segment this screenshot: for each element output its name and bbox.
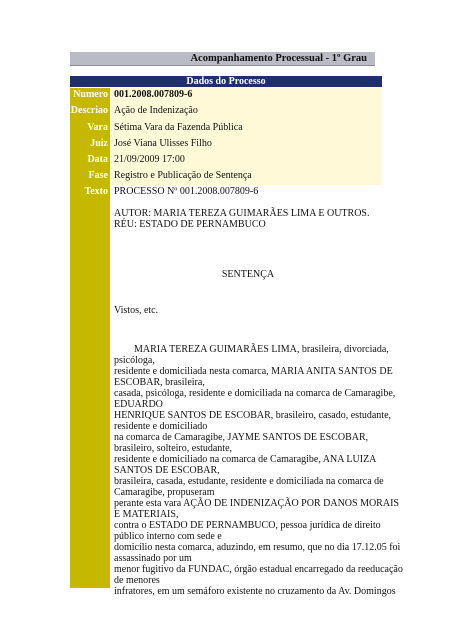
- field-label-numero: Numero: [73, 89, 108, 100]
- field-value-fase: Registro e Publicação de Sentença: [114, 170, 252, 181]
- reu-line: RÉU: ESTADO DE PERNAMBUCO: [114, 219, 266, 230]
- sentence-line: brasileira, casada, estudante, residente e domiciliada na comarca de: [114, 476, 384, 487]
- sentence-line: residente e domiciliado na comarca de Camaragibe, ANA LUIZA: [114, 454, 377, 465]
- sentence-lines: [114, 344, 403, 597]
- sentence-line: residente e domiciliado: [114, 421, 208, 432]
- sentence-line: de menores: [114, 575, 160, 586]
- sentence-line: MARIA TEREZA GUIMARÃES LIMA, brasileira, divorciada,: [114, 344, 389, 355]
- sentence-line: E MATERIAIS,: [114, 509, 179, 520]
- field-value-vara: Sétima Vara da Fazenda Pública: [114, 122, 243, 133]
- field-label-texto: Texto: [84, 186, 108, 197]
- field-label-data: Data: [87, 154, 108, 165]
- vistos-line: Vistos, etc.: [114, 305, 159, 316]
- sentence-line: contra o ESTADO DE PERNAMBUCO, pessoa jurídica de direito: [114, 520, 381, 531]
- sentence-line: infratores, em um semáforo existente no cruzamento da Av. Domingos: [114, 586, 396, 597]
- sentence-line: menor fugitivo da FUNDAC, órgão estadual encarregado da reeducação: [114, 564, 403, 575]
- field-label-descricao: Descriao: [70, 105, 108, 116]
- sentence-line: assassinado por um: [114, 553, 192, 564]
- field-value-juiz: José Viana Ulisses Filho: [114, 138, 212, 149]
- field-value-texto: PROCESSO Nº 001.2008.007809-6: [114, 186, 259, 197]
- sentence-line: residente e domiciliada nesta comarca, MARIA ANITA SANTOS DE: [114, 366, 393, 377]
- sentence-line: brasileiro, solteiro, estudante,: [114, 443, 233, 454]
- page-header: [70, 52, 375, 66]
- sentence-line: perante esta vara AÇÃO DE INDENIZAÇÃO POR DANOS MORAIS: [114, 498, 399, 509]
- sentence-line: na comarca de Camaragibe, JAYME SANTOS DE ESCOBAR,: [114, 432, 369, 443]
- sentence-line: casada, psicóloga, residente e domiciliada na comarca de Camaragibe,: [114, 388, 396, 399]
- sentence-line: EDUARDO: [114, 399, 163, 410]
- sentence-body: [114, 344, 403, 597]
- section-header: Dados do Processo: [70, 76, 382, 87]
- sentence-line: Camaragibe, propuseram: [114, 487, 215, 498]
- sentence-line: domicílio nesta comarca, aduzindo, em resumo, que no dia 17.12.05 foi: [114, 542, 401, 553]
- field-value-descricao: Ação de Indenização: [114, 105, 198, 116]
- field-value-data: 21/09/2009 17:00: [114, 154, 185, 165]
- sentence-line: HENRIQUE SANTOS DE ESCOBAR, brasileiro, casado, estudante,: [114, 410, 392, 421]
- field-value-numero: 001.2008.007809-6: [114, 89, 193, 100]
- sentence-line: ESCOBAR, brasileira,: [114, 377, 205, 388]
- autor-line: AUTOR: MARIA TEREZA GUIMARÃES LIMA E OUTROS.: [114, 208, 370, 219]
- sentence-line: público interno com sede e: [114, 531, 222, 542]
- sentenca-heading: SENTENÇA: [221, 269, 275, 280]
- sentence-line: psicóloga,: [114, 355, 155, 366]
- field-label-fase: Fase: [88, 170, 108, 181]
- field-label-vara: Vara: [87, 122, 108, 133]
- field-label-juiz: Juiz: [90, 138, 108, 149]
- page-title: Acompanhamento Processual - 1º Grau: [190, 53, 367, 64]
- sentence-line: SANTOS DE ESCOBAR,: [114, 465, 220, 476]
